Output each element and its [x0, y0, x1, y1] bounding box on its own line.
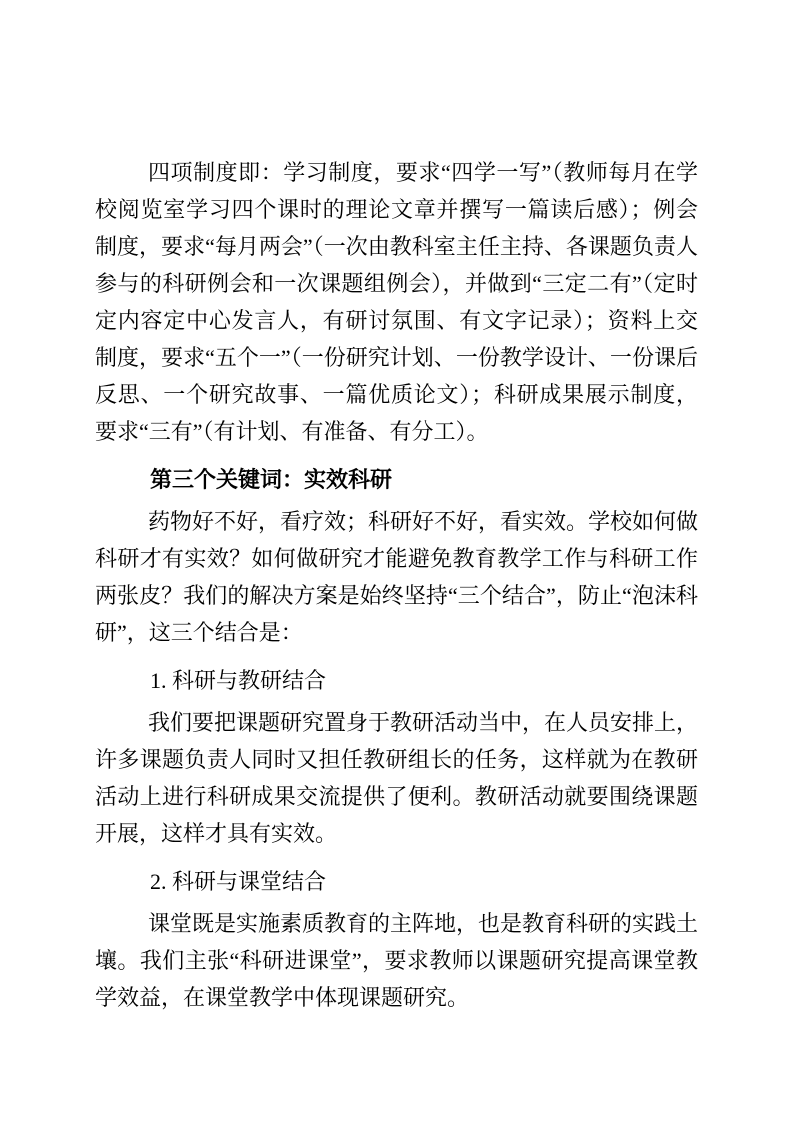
section-heading-third-keyword: 第三个关键词：实效科研: [150, 467, 393, 492]
paragraph-effectiveness-intro: 药物好不好，看疗效；科研好不好，看实效。学校如何做科研才有实效？如何做研究才能避免教育教学工作与科研工作两张皮？我们的解决方案是始终坚持“三个结合”，防止“泡沫科研”，这三个结合是：: [95, 509, 699, 645]
subheading-research-classroom-combination: 2. 科研与课堂结合: [150, 869, 327, 894]
subheading-research-teaching-combination: 1. 科研与教研结合: [150, 668, 327, 693]
paragraph-research-teaching-detail: 我们要把课题研究置身于教研活动当中，在人员安排上，许多课题负责人同时又担任教研组长的任务，这样就为在教研活动上进行科研成果交流提供了便利。教研活动就要围绕课题开展，这样才具有实效。: [95, 710, 699, 846]
paragraph-research-classroom-detail: 课堂既是实施素质教育的主阵地，也是教育科研的实践土壤。我们主张“科研进课堂”，要求教师以课题研究提高课堂教学效益，在课堂教学中体现课题研究。: [95, 911, 699, 1010]
paragraph-four-systems: 四项制度即：学习制度，要求“四学一写”（教师每月在学校阅览室学习四个课时的理论文章并撰写一篇读后感）；例会制度，要求“每月两会”（一次由教科室主任主持、各课题负责人参与的科研例会和一次课题组例会），并做到“三定二有”（定时定内容定中心发言人，有研讨氛围、有文字记录）；资料上交制度，要求“五个一”（一份研究计划、一份教学设计、一份课后反思、一个研究故事、一篇优质论文）；科研成果展示制度，要求“三有”（有计划、有准备、有分工）。: [95, 160, 698, 444]
